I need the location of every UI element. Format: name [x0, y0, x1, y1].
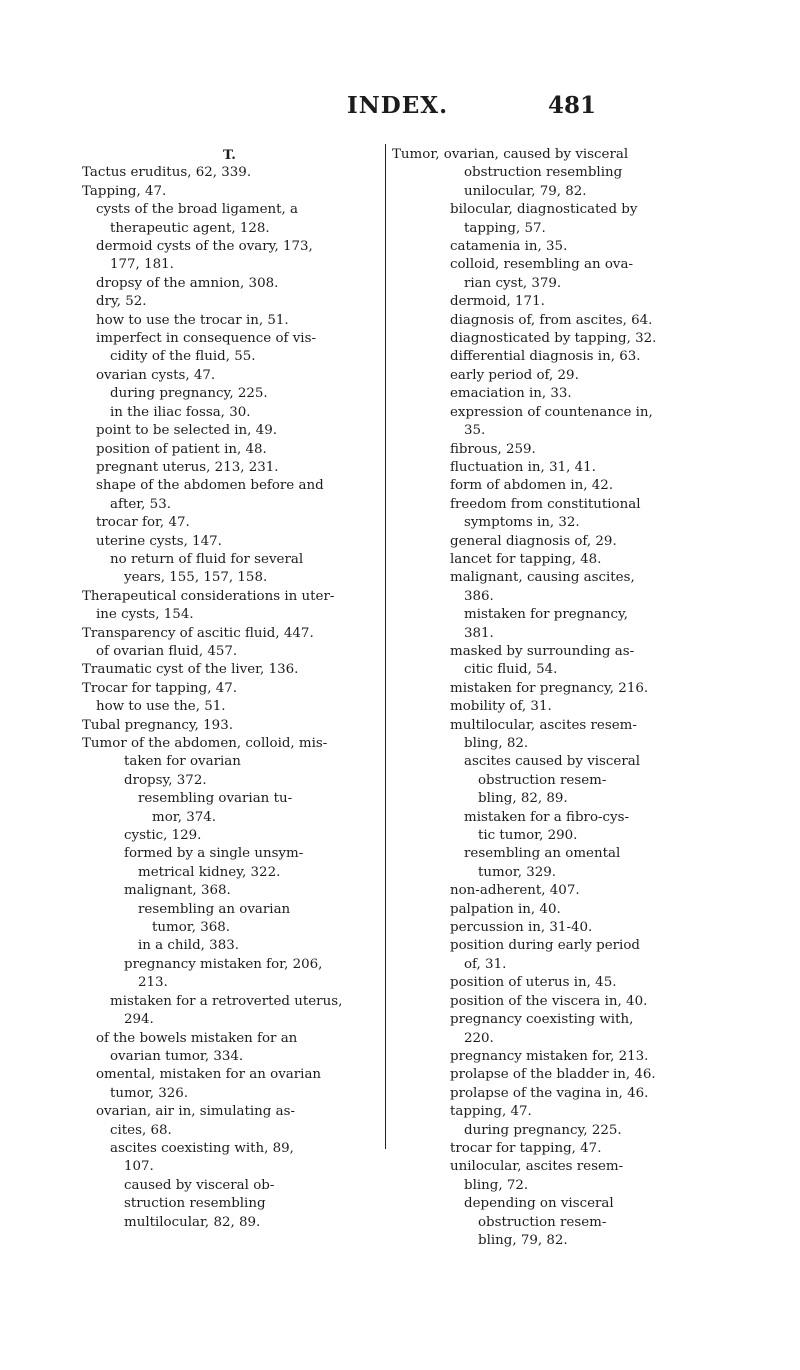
index-entry: [82, 238, 377, 256]
index-entry: [392, 588, 682, 606]
index-column-left: [82, 146, 377, 1232]
index-entry: [392, 275, 682, 293]
index-entry-text: during pregnancy, 225.: [464, 1122, 622, 1138]
index-entry: [392, 882, 682, 900]
index-entry: [82, 827, 377, 845]
page-number: 481: [548, 92, 597, 119]
index-entry-text: position of uterus in, 45.: [450, 975, 617, 991]
index-entry-text: tumor, 368.: [152, 920, 231, 936]
index-entry: [392, 201, 682, 219]
index-entry-text: unilocular, 79, 82.: [464, 183, 587, 199]
index-entry-text: form of abdomen in, 42.: [450, 478, 614, 494]
index-entry: [82, 717, 377, 735]
index-entry: [392, 661, 682, 679]
index-entry-text: obstruction resem-: [478, 1214, 607, 1230]
index-entry: [82, 753, 377, 771]
index-entry-text: T.: [223, 147, 236, 163]
index-entry-text: bling, 82, 89.: [478, 791, 568, 807]
index-entry-text: tapping, 47.: [450, 1104, 532, 1120]
index-entry: [82, 661, 377, 679]
index-entry: [392, 1085, 682, 1103]
index-entry-text: mistaken for a retroverted uterus,: [110, 993, 343, 1009]
index-entry: [82, 1085, 377, 1103]
index-entry-text: years, 155, 157, 158.: [124, 570, 268, 586]
index-entry: [82, 441, 377, 459]
index-entry-text: 107.: [124, 1159, 154, 1175]
index-entry-text: early period of, 29.: [450, 367, 579, 383]
column-divider: [385, 144, 386, 1149]
index-entry: [392, 993, 682, 1011]
index-entry-text: therapeutic agent, 128.: [110, 220, 270, 236]
index-entry-text: ovarian, caused by visceral: [443, 147, 629, 162]
index-entry: [82, 993, 377, 1011]
index-entry: [392, 348, 682, 366]
index-entry-text: prolapse of the bladder in, 46.: [450, 1067, 656, 1083]
index-entry-text: ine cysts, 154.: [96, 607, 194, 623]
index-entry-text: rian cyst, 379.: [464, 275, 562, 291]
index-entry-text: imperfect in consequence of vis-: [96, 331, 316, 347]
index-entry: [392, 551, 682, 569]
section-letter: [82, 146, 377, 164]
index-entry-text: Traumatic cyst of the liver, 136.: [82, 662, 299, 678]
index-entry-text: trocar for, 47.: [96, 515, 190, 531]
index-entry: [392, 1140, 682, 1158]
index-entry: [82, 790, 377, 808]
index-entry-text: tumor, 326.: [110, 1085, 189, 1101]
index-entry-text: how to use the, 51.: [96, 699, 226, 715]
index-entry: [82, 864, 377, 882]
index-entry-text: 294.: [124, 1012, 154, 1028]
index-entry: [392, 625, 682, 643]
index-entry-text: 213.: [138, 975, 168, 991]
index-entry: [82, 772, 377, 790]
index-entry-text: multilocular, ascites resem-: [450, 717, 637, 733]
index-entry: [82, 1158, 377, 1176]
index-entry-text: position of patient in, 48.: [96, 441, 267, 457]
index-entry-text: bling, 79, 82.: [478, 1232, 568, 1248]
index-entry: [392, 974, 682, 992]
index-entry: [82, 164, 377, 182]
index-entry-text: after, 53.: [110, 496, 171, 512]
index-entry: [392, 809, 682, 827]
index-entry: [82, 220, 377, 238]
index-entry-text: depending on visceral: [464, 1196, 614, 1212]
index-entry: [392, 1195, 682, 1213]
index-entry-text: citic fluid, 54.: [464, 662, 558, 678]
index-entry: [82, 901, 377, 919]
index-entry-text: differential diagnosis in, 63.: [450, 349, 641, 365]
index-entry-text: mistaken for pregnancy, 216.: [450, 680, 649, 696]
index-entry: [392, 330, 682, 348]
index-entry: [82, 1066, 377, 1084]
index-entry-text: Tactus eruditus, 62, 339.: [82, 165, 252, 181]
index-entry-text: caused by visceral ob-: [124, 1177, 275, 1193]
index-entry-text: pregnant uterus, 213, 231.: [96, 459, 279, 475]
index-entry: [392, 514, 682, 532]
index-entry-text: dry, 52.: [96, 294, 147, 310]
index-entry-text: pregnancy mistaken for, 213.: [450, 1048, 649, 1064]
index-entry: [82, 882, 377, 900]
index-entry-text: 381.: [464, 625, 494, 641]
index-entry-text: tapping, 57.: [464, 220, 546, 236]
index-entry-text: mistaken for a fibro-cys-: [464, 809, 630, 825]
index-entry: [82, 404, 377, 422]
index-entry-text: trocar for tapping, 47.: [450, 1140, 602, 1156]
index-entry-text: obstruction resem-: [478, 772, 607, 788]
index-entry: [82, 698, 377, 716]
index-entry-text: catamenia in, 35.: [450, 239, 568, 255]
index-entry: [82, 348, 377, 366]
index-entry-text: dermoid, 171.: [450, 294, 545, 310]
index-entry: [392, 293, 682, 311]
index-entry-text: Tumor of the abdomen, colloid, mis-: [82, 736, 328, 751]
index-entry-text: mistaken for pregnancy,: [464, 607, 629, 623]
index-entry: [392, 1214, 682, 1232]
index-entry-text: 220.: [464, 1030, 494, 1046]
index-entry: [82, 956, 377, 974]
index-entry-text: resembling ovarian tu-: [138, 791, 293, 807]
index-entry-text: malignant, 368.: [124, 883, 231, 899]
index-entry-text: no return of fluid for several: [110, 551, 304, 567]
index-entry: [392, 956, 682, 974]
index-entry-text: Trocar for tapping, 47.: [82, 680, 238, 696]
index-entry: [392, 698, 682, 716]
index-entry-text: multilocular, 82, 89.: [124, 1214, 261, 1230]
index-entry-text: struction resembling: [124, 1196, 266, 1212]
index-entry: [392, 477, 682, 495]
index-entry: [392, 772, 682, 790]
index-entry: [392, 643, 682, 661]
index-entry: [82, 1214, 377, 1232]
index-entry-text: cysts of the broad ligament, a: [96, 202, 298, 218]
index-entry: [82, 477, 377, 495]
index-entry: [82, 1177, 377, 1195]
index-entry-text: fluctuation in, 31, 41.: [450, 459, 596, 475]
index-entry: [82, 845, 377, 863]
index-entry: [392, 164, 682, 182]
index-entry: [392, 367, 682, 385]
index-entry-text: of the bowels mistaken for an: [96, 1030, 298, 1046]
index-entry-text: of, 31.: [464, 956, 507, 972]
index-entry-text: prolapse of the vagina in, 46.: [450, 1085, 649, 1101]
index-entry-text: fibrous, 259.: [450, 441, 536, 457]
index-entry-text: 35.: [464, 423, 486, 439]
index-entry: [392, 1066, 682, 1084]
index-entry: [82, 551, 377, 569]
index-entry-text: ascites coexisting with, 89,: [110, 1140, 294, 1156]
index-entry: [82, 606, 377, 624]
index-entry: [82, 1103, 377, 1121]
index-entry-text: position during early period: [450, 938, 640, 954]
index-entry: [392, 312, 682, 330]
index-entry-text: ovarian tumor, 334.: [110, 1048, 244, 1064]
index-entry: [392, 441, 682, 459]
index-entry-text: during pregnancy, 225.: [110, 386, 268, 402]
index-entry: [392, 864, 682, 882]
index-entry-text: in a child, 383.: [138, 938, 239, 954]
index-entry: [82, 533, 377, 551]
index-entry: [82, 937, 377, 955]
index-entry: [392, 606, 682, 624]
index-entry: [392, 496, 682, 514]
index-entry: [392, 937, 682, 955]
index-entry: [82, 974, 377, 992]
index-entry-text: unilocular, ascites resem-: [450, 1159, 624, 1175]
index-entry: [392, 146, 682, 164]
index-entry: [392, 717, 682, 735]
index-entry-text: malignant, causing ascites,: [450, 570, 635, 586]
index-entry-text: point to be selected in, 49.: [96, 423, 277, 439]
index-entry: [392, 238, 682, 256]
index-entry-text: dropsy, 372.: [124, 772, 207, 788]
index-entry-text: how to use the trocar in, 51.: [96, 312, 289, 328]
index-entry: [392, 1103, 682, 1121]
index-entry: [82, 569, 377, 587]
index-entry: [392, 680, 682, 698]
index-entry-text: colloid, resembling an ova-: [450, 257, 633, 273]
index-entry: [82, 514, 377, 532]
index-entry-text: obstruction resembling: [464, 165, 623, 181]
index-entry: [392, 1030, 682, 1048]
index-entry-text: lancet for tapping, 48.: [450, 551, 602, 567]
index-entry-text: mobility of, 31.: [450, 699, 552, 715]
index-entry-text: bilocular, diagnosticated by: [450, 202, 638, 218]
index-entry-text: palpation in, 40.: [450, 901, 561, 917]
index-entry-text: cystic, 129.: [124, 828, 202, 844]
index-entry: [392, 753, 682, 771]
index-entry: [82, 735, 377, 753]
index-entry: [392, 459, 682, 477]
index-entry: [82, 1140, 377, 1158]
index-entry: [82, 1030, 377, 1048]
index-entry: [392, 845, 682, 863]
index-entry: [82, 312, 377, 330]
index-entry-text: 386.: [464, 588, 494, 604]
index-entry-text: bling, 72.: [464, 1177, 529, 1193]
index-entry: [82, 625, 377, 643]
index-entry-text: tumor, 329.: [478, 864, 557, 880]
index-entry: [392, 827, 682, 845]
index-entry: [392, 1232, 682, 1250]
index-entry: [82, 275, 377, 293]
index-entry: [82, 256, 377, 274]
index-entry-text: position of the viscera in, 40.: [450, 993, 648, 1009]
index-entry: [82, 293, 377, 311]
index-entry-text: Transparency of ascitic fluid, 447.: [82, 625, 314, 641]
index-entry-text: dropsy of the amnion, 308.: [96, 275, 279, 291]
index-entry: [82, 680, 377, 698]
index-entry-text: Tapping, 47.: [82, 183, 167, 199]
index-entry-text: dermoid cysts of the ovary, 173,: [96, 239, 313, 255]
index-entry-text: of ovarian fluid, 457.: [96, 643, 238, 659]
index-entry-text: expression of countenance in,: [450, 404, 653, 420]
index-entry: [392, 404, 682, 422]
index-entry-text: percussion in, 31-40.: [450, 920, 593, 936]
index-entry: [82, 330, 377, 348]
index-entry-text: bling, 82.: [464, 736, 529, 751]
index-entry-text: non-adherent, 407.: [450, 883, 580, 899]
running-header-title: INDEX.: [347, 92, 449, 119]
index-entry: [82, 367, 377, 385]
index-entry: [392, 1048, 682, 1066]
index-entry-text: resembling an ovarian: [138, 901, 291, 917]
index-entry-text: Therapeutical considerations in uter-: [82, 588, 335, 604]
index-entry: [392, 1011, 682, 1029]
index-entry-text: ovarian cysts, 47.: [96, 367, 216, 383]
index-entry: [392, 533, 682, 551]
index-entry: [82, 422, 377, 440]
index-entry-text: resembling an omental: [464, 846, 621, 862]
index-entry: [82, 919, 377, 937]
index-entry: [392, 1177, 682, 1195]
index-entry: [392, 569, 682, 587]
index-entry: [82, 385, 377, 403]
index-entry-text: taken for ovarian: [124, 754, 241, 770]
index-entry: [392, 735, 682, 753]
index-entry: [392, 1158, 682, 1176]
index-entry-text: formed by a single unsym-: [124, 846, 304, 862]
index-entry: [392, 790, 682, 808]
continued-heading: Tumor,: [392, 147, 440, 162]
index-entry: [392, 1122, 682, 1140]
index-entry-text: tic tumor, 290.: [478, 828, 578, 844]
index-entry: [82, 643, 377, 661]
index-entry: [82, 809, 377, 827]
index-column-right: [392, 146, 682, 1250]
index-entry: [392, 220, 682, 238]
index-entry-text: ovarian, air in, simulating as-: [96, 1104, 295, 1120]
index-entry: [392, 919, 682, 937]
index-entry: [82, 1011, 377, 1029]
index-entry-text: shape of the abdomen before and: [96, 478, 324, 494]
index-entry-text: uterine cysts, 147.: [96, 533, 222, 549]
index-entry: [392, 385, 682, 403]
index-entry: [82, 1122, 377, 1140]
index-entry-text: diagnosticated by tapping, 32.: [450, 331, 657, 347]
index-entry: [82, 459, 377, 477]
index-entry-text: cites, 68.: [110, 1122, 172, 1138]
index-entry-text: omental, mistaken for an ovarian: [96, 1067, 322, 1083]
index-entry-text: general diagnosis of, 29.: [450, 533, 617, 549]
index-entry-text: pregnancy coexisting with,: [450, 1012, 634, 1028]
index-entry-text: emaciation in, 33.: [450, 386, 572, 402]
index-entry: [392, 256, 682, 274]
index-entry-text: in the iliac fossa, 30.: [110, 404, 251, 420]
index-entry-text: metrical kidney, 322.: [138, 864, 281, 880]
index-entry: [82, 1195, 377, 1213]
index-entry: [392, 901, 682, 919]
index-entry-text: mor, 374.: [152, 809, 217, 825]
index-entry: [82, 201, 377, 219]
index-entry: [392, 183, 682, 201]
index-entry-text: Tubal pregnancy, 193.: [82, 717, 233, 733]
index-entry: [82, 496, 377, 514]
index-entry-text: symptoms in, 32.: [464, 515, 580, 531]
index-entry: [392, 422, 682, 440]
index-entry-text: cidity of the fluid, 55.: [110, 349, 256, 365]
index-entry-text: masked by surrounding as-: [450, 643, 635, 659]
index-entry-text: freedom from constitutional: [450, 496, 641, 512]
index-entry-text: pregnancy mistaken for, 206,: [124, 956, 323, 972]
index-entry: [82, 183, 377, 201]
index-entry-text: ascites caused by visceral: [464, 754, 641, 770]
index-entry-text: diagnosis of, from ascites, 64.: [450, 312, 653, 328]
index-entry-text: 177, 181.: [110, 257, 174, 273]
index-entry: [82, 1048, 377, 1066]
index-entry: [82, 588, 377, 606]
